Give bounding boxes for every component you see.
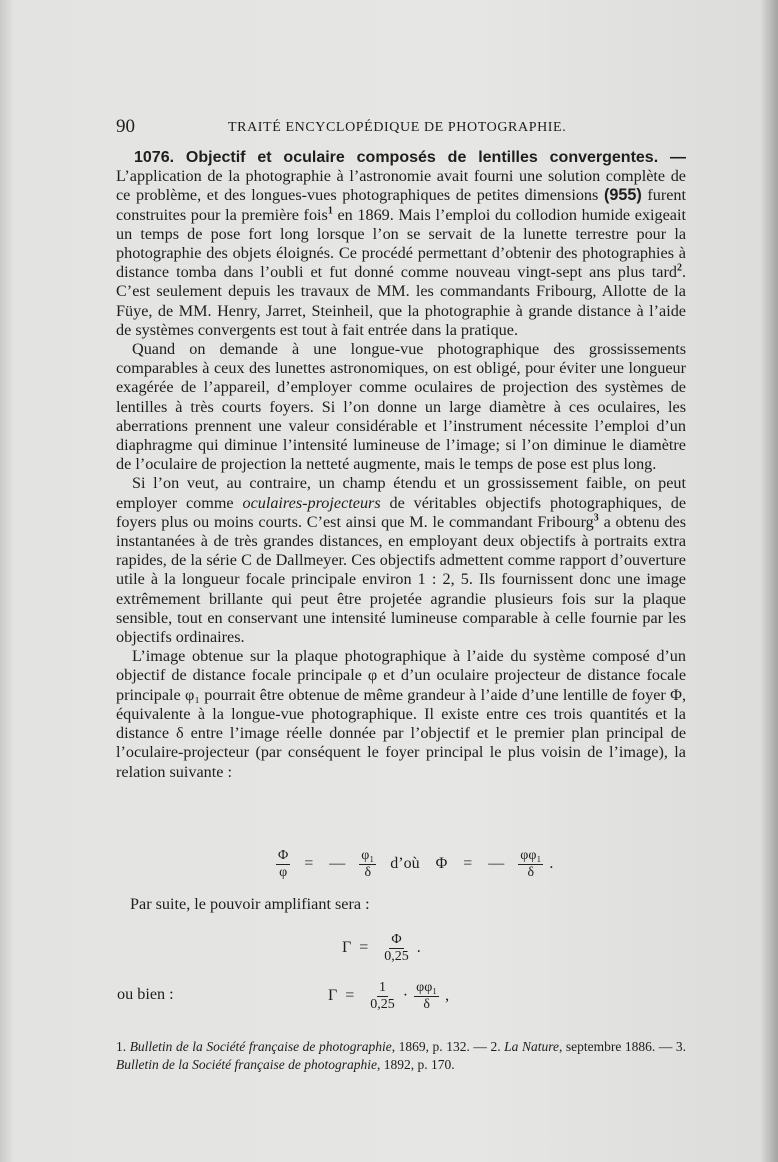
numerator: φ₁: [361, 847, 375, 863]
footnote-marker-2: 2: [676, 262, 682, 274]
numerator: 1: [379, 979, 387, 995]
formula-amplification-alt: [328, 974, 449, 1018]
formula-variable: Γ: [342, 939, 352, 956]
formula-variable: Γ: [328, 987, 338, 1004]
numerator: Φ: [391, 931, 402, 947]
paragraph-text: en 1869. Mais l’emploi du collodion humide exigeait un temps de pose fort long lorsque l’on se servait de la lunette terrestre pour la photographie des objets éloignés. Ce procédé permettant d’obtenir des photographies à distance tomba dans l’oubli et fut donné comme nouveau vingt-sept ans plus tard: [116, 205, 686, 282]
denominator: φ: [279, 864, 288, 880]
minus-sign: —: [329, 855, 346, 872]
italic-term: oculaires-projecteurs: [242, 493, 381, 512]
denominator: δ: [423, 996, 430, 1012]
paragraph-2: Quand on demande à une longue-vue photographique des grossissements comparables à ceux des lunettes astronomiques, on est obligé, pour éviter une longueur exagérée de l’appareil, d’employer comme oculaires de projection des systèmes de lentilles à très courts foyers. Si l’on donne un large diamètre à ces oculaires, les aberrations prennent une valeur considérable et l’instrument nécessite l’emploi d’un diaphragme qui diminue l’intensité lumineuse de l’image; si l’on diminue le diamètre de l’oculaire de projection la netteté augmente, mais le temps de pose est plus long.: [116, 340, 686, 474]
denominator: 0,25: [384, 948, 409, 964]
cross-reference: (955): [603, 186, 642, 205]
footnote-marker-1: 1: [327, 205, 333, 217]
equals-sign: =: [304, 855, 314, 872]
formula-amplification: [342, 928, 421, 968]
fraction: [276, 848, 290, 881]
fraction: [382, 932, 411, 965]
footnote-marker-3: 3: [593, 512, 599, 524]
fraction: [518, 848, 543, 881]
paragraph-text: de véritables objectifs photographiques, de foyers plus ou moins courts. C’est ainsi que M. le commandant Fribourg: [116, 493, 687, 531]
footnotes: [116, 1038, 686, 1074]
ou-bien-text: ou bien :: [117, 985, 174, 1003]
formula-relation: [270, 842, 553, 886]
equals-sign: =: [345, 987, 355, 1004]
fraction: [414, 980, 439, 1013]
paragraph-3: [116, 474, 686, 647]
formula-punctuation: .: [416, 939, 421, 956]
numerator: φφ₁: [416, 979, 438, 995]
equals-sign: =: [463, 855, 473, 872]
footnote-text: , 1869, p. 132. — 2.: [391, 1039, 505, 1054]
paragraph-text: furent construites pour la première fois: [116, 186, 686, 224]
formula-variable: Φ: [435, 855, 448, 872]
footnote-text: , 1892, p. 170.: [376, 1057, 455, 1072]
paragraph-text: . C’est seulement depuis les travaux de MM. les commandants Fribourg, Allotte de la Füye, de MM. Henry, Jarret, Steinheil, que la photographie à grande distance à l’aide de systèmes convergents est tout à fait entrée dans la pratique.: [116, 263, 686, 339]
footnote-number: 1.: [116, 1039, 130, 1054]
running-title: TRAITÉ ENCYCLOPÉDIQUE DE PHOTOGRAPHIE.: [228, 120, 567, 135]
multiply-dot: ·: [402, 987, 409, 1004]
equals-sign: =: [359, 939, 369, 956]
paragraph-1: [116, 148, 686, 340]
denominator: 0,25: [370, 996, 395, 1012]
denominator: δ: [364, 864, 372, 880]
numerator: Φ: [278, 847, 289, 863]
minus-sign: —: [488, 855, 505, 872]
fraction: [359, 848, 376, 881]
paragraph-text: L’application de la photographie à l’astronomie avait fourni une solution complète de ce problème, et des longues-vues photographiques de petites dimensions: [116, 167, 686, 205]
numerator: φφ₁: [520, 847, 542, 863]
denominator: δ: [527, 864, 535, 880]
footnote-title: Bulletin de la Société française de photographie: [116, 1057, 377, 1072]
body-text: [116, 148, 686, 782]
paragraph-text: a obtenu des instantanées à de très grandes distances, en employant deux objectifs à portraits extra rapides, de la série C de Dallmeyer. Ces objectifs admettent comme rapport d’ouverture utile à la longueur focale principale environ 1 : 2, 5. Ils fournissent donc une image extrêmement brillante qui peut être projetée agrandie plusieurs fois sur la plaque sensible, tout en conservant une intensité lumineuse comparable à celle fournie par les objectifs ordinaires.: [116, 512, 686, 647]
fraction: [368, 980, 397, 1013]
par-suite-text: Par suite, le pouvoir amplifiant sera :: [130, 895, 370, 913]
footnote-title: La Nature: [504, 1039, 559, 1054]
section-heading: 1076. Objectif et oculaire composés de lentilles convergentes. —: [134, 149, 686, 166]
page-edge-shadow: [760, 0, 778, 1162]
formula-connector: d’où: [390, 855, 420, 872]
footnote-title: Bulletin de la Société française de photographie: [129, 1039, 392, 1054]
paragraph-4: L’image obtenue sur la plaque photographique à l’aide du système composé d’un objectif de distance focale principale φ et d’un oculaire projecteur de distance focale principale φ₁ pourrait être obtenue de même grandeur à l’aide d’une lentille de foyer Φ, équivalente à la longue-vue photographique. Il existe entre ces trois quantités et la distance δ entre l’image réelle donnée par l’objectif et le premier plan principal de l’oculaire-projecteur (par conséquent le foyer principal le plus voisin de l’image), la relation suivante :: [116, 647, 686, 781]
footnote-text: , septembre 1886. — 3.: [558, 1039, 687, 1054]
page-number: 90: [116, 116, 135, 137]
formula-punctuation: .: [549, 855, 554, 872]
paragraph-text: Si l’on veut, au contraire, un champ étendu et un grossissement faible, on peut employer comme: [116, 474, 686, 512]
page-header: [116, 116, 696, 138]
formula-punctuation: ,: [445, 987, 450, 1004]
